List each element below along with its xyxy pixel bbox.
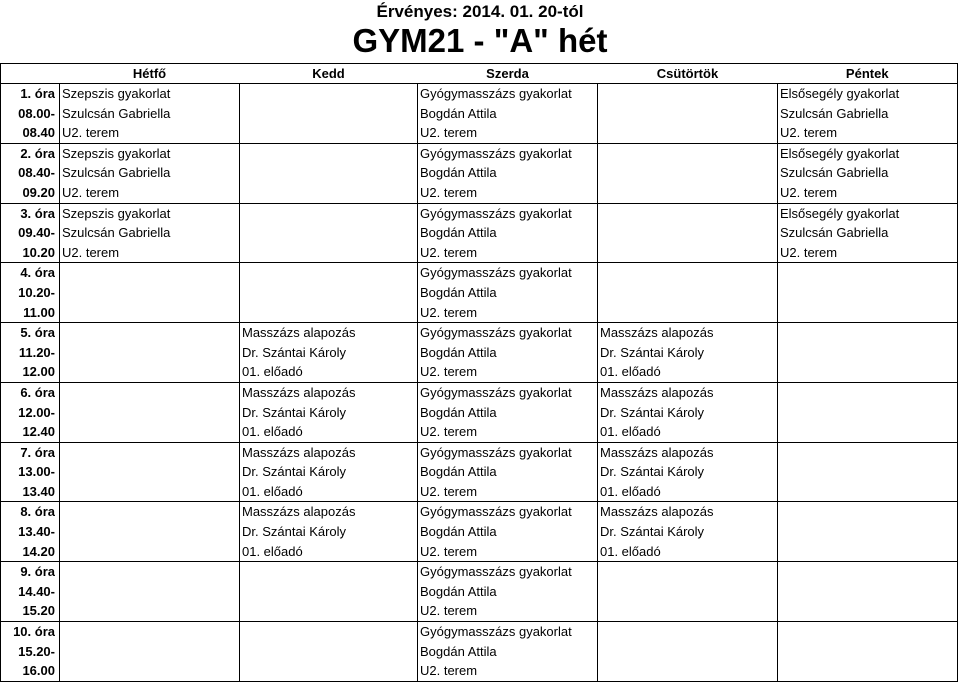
lesson-subject: Gyógymasszázs gyakorlat bbox=[420, 444, 572, 460]
lesson-cell bbox=[598, 382, 778, 442]
lesson-teacher: Dr. Szántai Károly bbox=[600, 404, 705, 420]
lesson-room: U2. terem bbox=[780, 184, 838, 200]
period-end: 16.00 bbox=[22, 663, 55, 679]
period-time bbox=[1, 562, 60, 622]
lesson-room: 01. előadó bbox=[242, 483, 303, 499]
empty-cell bbox=[240, 263, 418, 323]
lesson-room: U2. terem bbox=[780, 125, 838, 141]
lesson-subject: Masszázs alapozás bbox=[600, 384, 714, 400]
period-time bbox=[1, 502, 60, 562]
period-row bbox=[1, 203, 958, 263]
empty-cell bbox=[60, 622, 240, 682]
lesson-cell bbox=[778, 203, 958, 263]
lesson-room: 01. előadó bbox=[600, 364, 661, 380]
lesson-subject: Masszázs alapozás bbox=[600, 325, 714, 341]
lesson-room: 01. előadó bbox=[242, 424, 303, 440]
lesson-teacher: Bogdán Attila bbox=[420, 643, 497, 659]
empty-cell bbox=[778, 502, 958, 562]
lesson-teacher: Szulcsán Gabriella bbox=[62, 225, 171, 241]
empty-cell bbox=[598, 263, 778, 323]
period-row bbox=[1, 143, 958, 203]
empty-cell bbox=[778, 442, 958, 502]
period-time bbox=[1, 263, 60, 323]
lesson-room: 01. előadó bbox=[242, 543, 303, 559]
period-label: 8. óra bbox=[20, 504, 55, 520]
corner-cell bbox=[1, 64, 60, 84]
empty-cell bbox=[778, 263, 958, 323]
period-start: 11.20- bbox=[18, 344, 55, 360]
lesson-teacher: Bogdán Attila bbox=[420, 583, 497, 599]
lesson-teacher: Bogdán Attila bbox=[420, 284, 497, 300]
lesson-subject: Masszázs alapozás bbox=[242, 384, 356, 400]
lesson-teacher: Bogdán Attila bbox=[420, 165, 497, 181]
lesson-subject: Gyógymasszázs gyakorlat bbox=[420, 86, 572, 101]
period-start: 13.40- bbox=[18, 524, 55, 540]
lesson-cell bbox=[418, 382, 598, 442]
period-start: 10.20- bbox=[18, 284, 55, 300]
lesson-subject: Masszázs alapozás bbox=[242, 504, 356, 520]
lesson-room: U2. terem bbox=[420, 125, 478, 141]
lesson-room: U2. terem bbox=[420, 603, 478, 619]
day-header: Csütörtök bbox=[598, 64, 778, 84]
period-label: 2. óra bbox=[20, 145, 55, 161]
lesson-cell bbox=[778, 84, 958, 144]
lesson-cell bbox=[240, 502, 418, 562]
lesson-teacher: Szulcsán Gabriella bbox=[62, 165, 171, 181]
empty-cell bbox=[778, 382, 958, 442]
period-end: 14.20 bbox=[22, 543, 55, 559]
lesson-room: U2. terem bbox=[62, 244, 120, 260]
lesson-room: 01. előadó bbox=[600, 424, 661, 440]
lesson-subject: Masszázs alapozás bbox=[600, 504, 714, 520]
lesson-teacher: Dr. Szántai Károly bbox=[242, 404, 347, 420]
lesson-cell bbox=[60, 203, 240, 263]
lesson-subject: Elsősegély gyakorlat bbox=[780, 205, 900, 221]
lesson-room: 01. előadó bbox=[242, 364, 303, 380]
lesson-teacher: Bogdán Attila bbox=[420, 225, 497, 241]
lesson-room: U2. terem bbox=[420, 483, 478, 499]
period-time bbox=[1, 323, 60, 383]
period-row bbox=[1, 382, 958, 442]
lesson-teacher: Szulcsán Gabriella bbox=[62, 105, 171, 121]
period-end: 13.40 bbox=[22, 483, 55, 499]
period-start: 09.40- bbox=[18, 225, 55, 241]
lesson-cell bbox=[240, 442, 418, 502]
lesson-room: 01. előadó bbox=[600, 543, 661, 559]
lesson-cell bbox=[418, 203, 598, 263]
lesson-room: U2. terem bbox=[420, 244, 478, 260]
lesson-cell bbox=[418, 562, 598, 622]
page-title: GYM21 - "A" hét bbox=[352, 22, 608, 59]
period-row bbox=[1, 562, 958, 622]
lesson-teacher: Szulcsán Gabriella bbox=[780, 225, 889, 241]
period-label: 6. óra bbox=[20, 384, 55, 400]
empty-cell bbox=[240, 203, 418, 263]
empty-cell bbox=[60, 382, 240, 442]
period-row bbox=[1, 263, 958, 323]
period-start: 08.00- bbox=[18, 105, 55, 121]
lesson-subject: Szepszis gyakorlat bbox=[62, 205, 171, 221]
lesson-cell bbox=[60, 143, 240, 203]
empty-cell bbox=[60, 263, 240, 323]
period-end: 12.40 bbox=[22, 424, 55, 440]
period-label: 1. óra bbox=[20, 86, 55, 101]
period-start: 13.00- bbox=[18, 464, 55, 480]
lesson-cell bbox=[778, 143, 958, 203]
lesson-teacher: Dr. Szántai Károly bbox=[242, 344, 347, 360]
period-label: 3. óra bbox=[20, 205, 55, 221]
lesson-teacher: Dr. Szántai Károly bbox=[600, 464, 705, 480]
period-label: 4. óra bbox=[20, 265, 55, 281]
lesson-subject: Gyógymasszázs gyakorlat bbox=[420, 504, 572, 520]
lesson-cell bbox=[418, 442, 598, 502]
lesson-cell bbox=[418, 502, 598, 562]
empty-cell bbox=[60, 502, 240, 562]
lesson-teacher: Bogdán Attila bbox=[420, 105, 497, 121]
empty-cell bbox=[598, 143, 778, 203]
lesson-room: U2. terem bbox=[420, 304, 478, 320]
lesson-cell bbox=[598, 502, 778, 562]
lesson-subject: Masszázs alapozás bbox=[242, 325, 356, 341]
lesson-subject: Gyógymasszázs gyakorlat bbox=[420, 564, 572, 580]
period-row bbox=[1, 84, 958, 144]
period-label: 5. óra bbox=[20, 325, 55, 341]
period-time bbox=[1, 203, 60, 263]
period-row bbox=[1, 622, 958, 682]
lesson-cell bbox=[240, 323, 418, 383]
empty-cell bbox=[60, 323, 240, 383]
empty-cell bbox=[60, 442, 240, 502]
period-start: 14.40- bbox=[18, 583, 55, 599]
lesson-teacher: Bogdán Attila bbox=[420, 404, 497, 420]
lesson-teacher: Szulcsán Gabriella bbox=[780, 165, 889, 181]
day-header: Péntek bbox=[778, 64, 958, 84]
period-row bbox=[1, 442, 958, 502]
empty-cell bbox=[778, 562, 958, 622]
period-end: 12.00 bbox=[22, 364, 55, 380]
lesson-teacher: Dr. Szántai Károly bbox=[242, 524, 347, 540]
period-start: 15.20- bbox=[18, 643, 55, 659]
lesson-cell bbox=[418, 263, 598, 323]
validity-date: Érvényes: 2014. 01. 20-tól bbox=[376, 2, 584, 21]
lesson-cell bbox=[60, 84, 240, 144]
period-time bbox=[1, 622, 60, 682]
empty-cell bbox=[60, 562, 240, 622]
lesson-room: U2. terem bbox=[780, 244, 838, 260]
lesson-subject: Gyógymasszázs gyakorlat bbox=[420, 325, 572, 341]
empty-cell bbox=[240, 143, 418, 203]
lesson-subject: Szepszis gyakorlat bbox=[62, 86, 171, 101]
lesson-teacher: Bogdán Attila bbox=[420, 344, 497, 360]
lesson-cell bbox=[598, 323, 778, 383]
timetable bbox=[0, 63, 958, 682]
empty-cell bbox=[598, 622, 778, 682]
period-end: 09.20 bbox=[22, 184, 55, 200]
lesson-room: U2. terem bbox=[420, 364, 478, 380]
empty-cell bbox=[240, 622, 418, 682]
lesson-cell bbox=[240, 382, 418, 442]
period-time bbox=[1, 442, 60, 502]
lesson-subject: Szepszis gyakorlat bbox=[62, 145, 171, 161]
lesson-subject: Masszázs alapozás bbox=[242, 444, 356, 460]
lesson-room: 01. előadó bbox=[600, 483, 661, 499]
lesson-room: U2. terem bbox=[420, 543, 478, 559]
empty-cell bbox=[598, 203, 778, 263]
lesson-cell bbox=[418, 323, 598, 383]
empty-cell bbox=[240, 84, 418, 144]
lesson-subject: Elsősegély gyakorlat bbox=[780, 86, 900, 101]
lesson-cell bbox=[418, 84, 598, 144]
lesson-subject: Gyógymasszázs gyakorlat bbox=[420, 205, 572, 221]
period-time bbox=[1, 382, 60, 442]
period-time bbox=[1, 143, 60, 203]
lesson-room: U2. terem bbox=[420, 424, 478, 440]
lesson-cell bbox=[418, 143, 598, 203]
lesson-cell bbox=[598, 442, 778, 502]
period-label: 9. óra bbox=[20, 564, 55, 580]
lesson-teacher: Bogdán Attila bbox=[420, 524, 497, 540]
period-end: 11.00 bbox=[23, 304, 55, 320]
empty-cell bbox=[778, 622, 958, 682]
period-end: 08.40 bbox=[22, 125, 55, 141]
header-row bbox=[1, 64, 958, 84]
period-label: 7. óra bbox=[20, 444, 55, 460]
day-header: Hétfő bbox=[60, 64, 240, 84]
period-row bbox=[1, 502, 958, 562]
lesson-teacher: Dr. Szántai Károly bbox=[600, 344, 705, 360]
empty-cell bbox=[240, 562, 418, 622]
period-time bbox=[1, 84, 60, 144]
period-end: 15.20 bbox=[22, 603, 55, 619]
period-label: 10. óra bbox=[13, 624, 55, 640]
period-start: 12.00- bbox=[18, 404, 55, 420]
lesson-teacher: Dr. Szántai Károly bbox=[600, 524, 705, 540]
period-start: 08.40- bbox=[18, 165, 55, 181]
lesson-subject: Gyógymasszázs gyakorlat bbox=[420, 145, 572, 161]
lesson-teacher: Bogdán Attila bbox=[420, 464, 497, 480]
empty-cell bbox=[598, 84, 778, 144]
lesson-subject: Masszázs alapozás bbox=[600, 444, 714, 460]
day-header: Kedd bbox=[240, 64, 418, 84]
lesson-teacher: Dr. Szántai Károly bbox=[242, 464, 347, 480]
empty-cell bbox=[778, 323, 958, 383]
lesson-subject: Gyógymasszázs gyakorlat bbox=[420, 384, 572, 400]
lesson-subject: Elsősegély gyakorlat bbox=[780, 145, 900, 161]
lesson-cell bbox=[418, 622, 598, 682]
lesson-room: U2. terem bbox=[420, 663, 478, 679]
lesson-room: U2. terem bbox=[62, 125, 120, 141]
lesson-teacher: Szulcsán Gabriella bbox=[780, 105, 889, 121]
empty-cell bbox=[598, 562, 778, 622]
lesson-subject: Gyógymasszázs gyakorlat bbox=[420, 265, 572, 281]
period-row bbox=[1, 323, 958, 383]
period-end: 10.20 bbox=[22, 244, 55, 260]
lesson-room: U2. terem bbox=[62, 184, 120, 200]
day-header: Szerda bbox=[418, 64, 598, 84]
lesson-room: U2. terem bbox=[420, 184, 478, 200]
lesson-subject: Gyógymasszázs gyakorlat bbox=[420, 624, 572, 640]
